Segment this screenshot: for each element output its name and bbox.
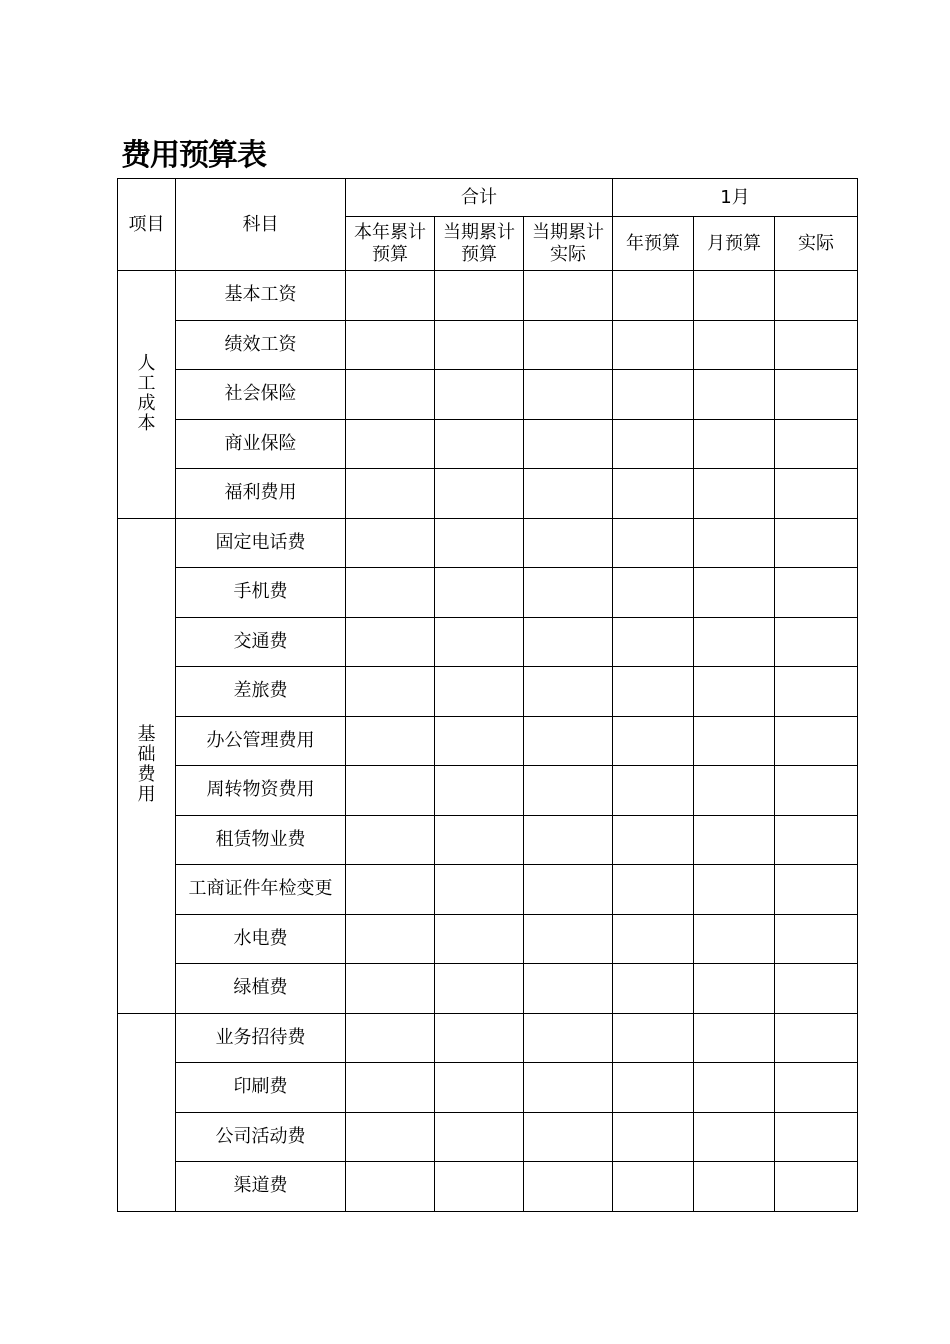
header-year-cumulative-budget: 本年累计 预算 xyxy=(346,217,435,271)
value-cell[interactable] xyxy=(346,370,435,420)
value-cell[interactable] xyxy=(775,617,858,667)
table-row xyxy=(118,667,858,717)
value-cell[interactable] xyxy=(694,1063,775,1113)
header-actual: 实际 xyxy=(775,217,858,271)
value-cell[interactable] xyxy=(435,964,524,1014)
value-cell[interactable] xyxy=(346,716,435,766)
value-cell[interactable] xyxy=(694,914,775,964)
value-cell[interactable] xyxy=(694,469,775,519)
table-row xyxy=(118,766,858,816)
value-cell[interactable] xyxy=(435,370,524,420)
value-cell[interactable] xyxy=(775,667,858,717)
header-subject: 科目 xyxy=(176,179,346,271)
value-cell[interactable] xyxy=(694,1162,775,1212)
value-cell[interactable] xyxy=(775,568,858,618)
budget-table xyxy=(117,178,858,1212)
table-row xyxy=(118,469,858,519)
value-cell[interactable] xyxy=(613,320,694,370)
table-row xyxy=(118,419,858,469)
table-row xyxy=(118,914,858,964)
subject-cell: 福利费用 xyxy=(176,469,346,519)
value-cell[interactable] xyxy=(775,469,858,519)
subject-cell: 商业保险 xyxy=(176,419,346,469)
value-cell[interactable] xyxy=(775,964,858,1014)
table-row xyxy=(118,370,858,420)
value-cell[interactable] xyxy=(694,964,775,1014)
value-cell[interactable] xyxy=(694,1013,775,1063)
table-row xyxy=(118,716,858,766)
value-cell[interactable] xyxy=(613,815,694,865)
value-cell[interactable] xyxy=(524,1162,613,1212)
value-cell[interactable] xyxy=(775,865,858,915)
value-cell[interactable] xyxy=(346,766,435,816)
value-cell[interactable] xyxy=(524,271,613,321)
table-row xyxy=(118,617,858,667)
value-cell[interactable] xyxy=(524,815,613,865)
value-cell[interactable] xyxy=(524,1112,613,1162)
value-cell[interactable] xyxy=(435,865,524,915)
page-title: 费用预算表 xyxy=(121,138,266,173)
value-cell[interactable] xyxy=(435,914,524,964)
value-cell[interactable] xyxy=(346,1112,435,1162)
value-cell[interactable] xyxy=(524,964,613,1014)
value-cell[interactable] xyxy=(694,716,775,766)
table-body xyxy=(118,271,858,1212)
value-cell[interactable] xyxy=(694,815,775,865)
header-month-budget: 月预算 xyxy=(694,217,775,271)
value-cell[interactable] xyxy=(775,271,858,321)
value-cell[interactable] xyxy=(435,271,524,321)
value-cell[interactable] xyxy=(346,469,435,519)
value-cell[interactable] xyxy=(524,518,613,568)
subject-cell: 固定电话费 xyxy=(176,518,346,568)
group-cell xyxy=(118,1013,176,1211)
table-row xyxy=(118,865,858,915)
value-cell[interactable] xyxy=(694,667,775,717)
header-period-cumulative-actual: 当期累计 实际 xyxy=(524,217,613,271)
value-cell[interactable] xyxy=(613,1063,694,1113)
value-cell[interactable] xyxy=(524,370,613,420)
value-cell[interactable] xyxy=(435,1013,524,1063)
value-cell[interactable] xyxy=(435,320,524,370)
value-cell[interactable] xyxy=(613,568,694,618)
subject-cell: 基本工资 xyxy=(176,271,346,321)
value-cell[interactable] xyxy=(524,469,613,519)
value-cell[interactable] xyxy=(775,1013,858,1063)
value-cell[interactable] xyxy=(613,716,694,766)
value-cell[interactable] xyxy=(694,419,775,469)
value-cell[interactable] xyxy=(435,568,524,618)
value-cell[interactable] xyxy=(694,1112,775,1162)
value-cell[interactable] xyxy=(613,1013,694,1063)
value-cell[interactable] xyxy=(435,815,524,865)
value-cell[interactable] xyxy=(694,568,775,618)
value-cell[interactable] xyxy=(613,1162,694,1212)
subject-cell: 工商证件年检变更 xyxy=(176,865,346,915)
value-cell[interactable] xyxy=(524,617,613,667)
subject-cell: 印刷费 xyxy=(176,1063,346,1113)
table-row xyxy=(118,964,858,1014)
value-cell[interactable] xyxy=(613,617,694,667)
value-cell[interactable] xyxy=(613,469,694,519)
group-label: 人工成本 xyxy=(137,352,156,434)
value-cell[interactable] xyxy=(775,518,858,568)
value-cell[interactable] xyxy=(524,716,613,766)
value-cell[interactable] xyxy=(694,865,775,915)
value-cell[interactable] xyxy=(524,568,613,618)
value-cell[interactable] xyxy=(613,964,694,1014)
value-cell[interactable] xyxy=(694,370,775,420)
value-cell[interactable] xyxy=(346,865,435,915)
value-cell[interactable] xyxy=(346,1013,435,1063)
table-row xyxy=(118,518,858,568)
group-label: 基础费用 xyxy=(137,724,156,805)
value-cell[interactable] xyxy=(435,469,524,519)
subject-cell: 绿植费 xyxy=(176,964,346,1014)
value-cell[interactable] xyxy=(346,568,435,618)
subject-cell: 社会保险 xyxy=(176,370,346,420)
value-cell[interactable] xyxy=(613,766,694,816)
table-row xyxy=(118,815,858,865)
value-cell[interactable] xyxy=(613,1112,694,1162)
value-cell[interactable] xyxy=(435,716,524,766)
value-cell[interactable] xyxy=(613,271,694,321)
value-cell[interactable] xyxy=(775,1112,858,1162)
value-cell[interactable] xyxy=(435,419,524,469)
value-cell[interactable] xyxy=(775,914,858,964)
table-row xyxy=(118,568,858,618)
value-cell[interactable] xyxy=(524,766,613,816)
subject-cell: 交通费 xyxy=(176,617,346,667)
subject-cell: 水电费 xyxy=(176,914,346,964)
value-cell[interactable] xyxy=(524,419,613,469)
value-cell[interactable] xyxy=(346,518,435,568)
subject-cell: 渠道费 xyxy=(176,1162,346,1212)
value-cell[interactable] xyxy=(694,320,775,370)
value-cell[interactable] xyxy=(524,1013,613,1063)
value-cell[interactable] xyxy=(346,320,435,370)
value-cell[interactable] xyxy=(775,815,858,865)
value-cell[interactable] xyxy=(613,914,694,964)
value-cell[interactable] xyxy=(775,370,858,420)
value-cell[interactable] xyxy=(346,667,435,717)
header-row-1 xyxy=(118,179,858,217)
value-cell[interactable] xyxy=(775,320,858,370)
table-row xyxy=(118,1013,858,1063)
value-cell[interactable] xyxy=(613,865,694,915)
header-period-cumulative-budget: 当期累计 预算 xyxy=(435,217,524,271)
value-cell[interactable] xyxy=(524,1063,613,1113)
subject-cell: 手机费 xyxy=(176,568,346,618)
value-cell[interactable] xyxy=(613,667,694,717)
value-cell[interactable] xyxy=(524,914,613,964)
table-row xyxy=(118,1063,858,1113)
subject-cell: 办公管理费用 xyxy=(176,716,346,766)
value-cell[interactable] xyxy=(435,518,524,568)
value-cell[interactable] xyxy=(346,964,435,1014)
value-cell[interactable] xyxy=(775,1162,858,1212)
header-total: 合计 xyxy=(346,179,613,217)
value-cell[interactable] xyxy=(775,766,858,816)
table-row xyxy=(118,320,858,370)
value-cell[interactable] xyxy=(524,865,613,915)
value-cell[interactable] xyxy=(694,766,775,816)
value-cell[interactable] xyxy=(435,766,524,816)
subject-cell: 公司活动费 xyxy=(176,1112,346,1162)
value-cell[interactable] xyxy=(613,518,694,568)
value-cell[interactable] xyxy=(694,518,775,568)
subject-cell: 周转物资费用 xyxy=(176,766,346,816)
value-cell[interactable] xyxy=(435,1063,524,1113)
value-cell[interactable] xyxy=(346,815,435,865)
value-cell[interactable] xyxy=(435,1112,524,1162)
table-row xyxy=(118,1112,858,1162)
value-cell[interactable] xyxy=(775,1063,858,1113)
value-cell[interactable] xyxy=(346,271,435,321)
group-cell xyxy=(118,518,176,1013)
value-cell[interactable] xyxy=(694,617,775,667)
value-cell[interactable] xyxy=(694,271,775,321)
value-cell[interactable] xyxy=(775,716,858,766)
header-item: 项目 xyxy=(118,179,176,271)
header-month: 1月 xyxy=(613,179,858,217)
subject-cell: 租赁物业费 xyxy=(176,815,346,865)
value-cell[interactable] xyxy=(435,1162,524,1212)
value-cell[interactable] xyxy=(346,914,435,964)
value-cell[interactable] xyxy=(346,419,435,469)
group-cell xyxy=(118,271,176,519)
subject-cell: 差旅费 xyxy=(176,667,346,717)
value-cell[interactable] xyxy=(346,1063,435,1113)
value-cell[interactable] xyxy=(346,1162,435,1212)
value-cell[interactable] xyxy=(435,667,524,717)
table-row xyxy=(118,1162,858,1212)
header-year-budget: 年预算 xyxy=(613,217,694,271)
value-cell[interactable] xyxy=(435,617,524,667)
value-cell[interactable] xyxy=(524,320,613,370)
value-cell[interactable] xyxy=(613,419,694,469)
subject-cell: 绩效工资 xyxy=(176,320,346,370)
value-cell[interactable] xyxy=(775,419,858,469)
value-cell[interactable] xyxy=(346,617,435,667)
value-cell[interactable] xyxy=(613,370,694,420)
subject-cell: 业务招待费 xyxy=(176,1013,346,1063)
value-cell[interactable] xyxy=(524,667,613,717)
table-row xyxy=(118,271,858,321)
